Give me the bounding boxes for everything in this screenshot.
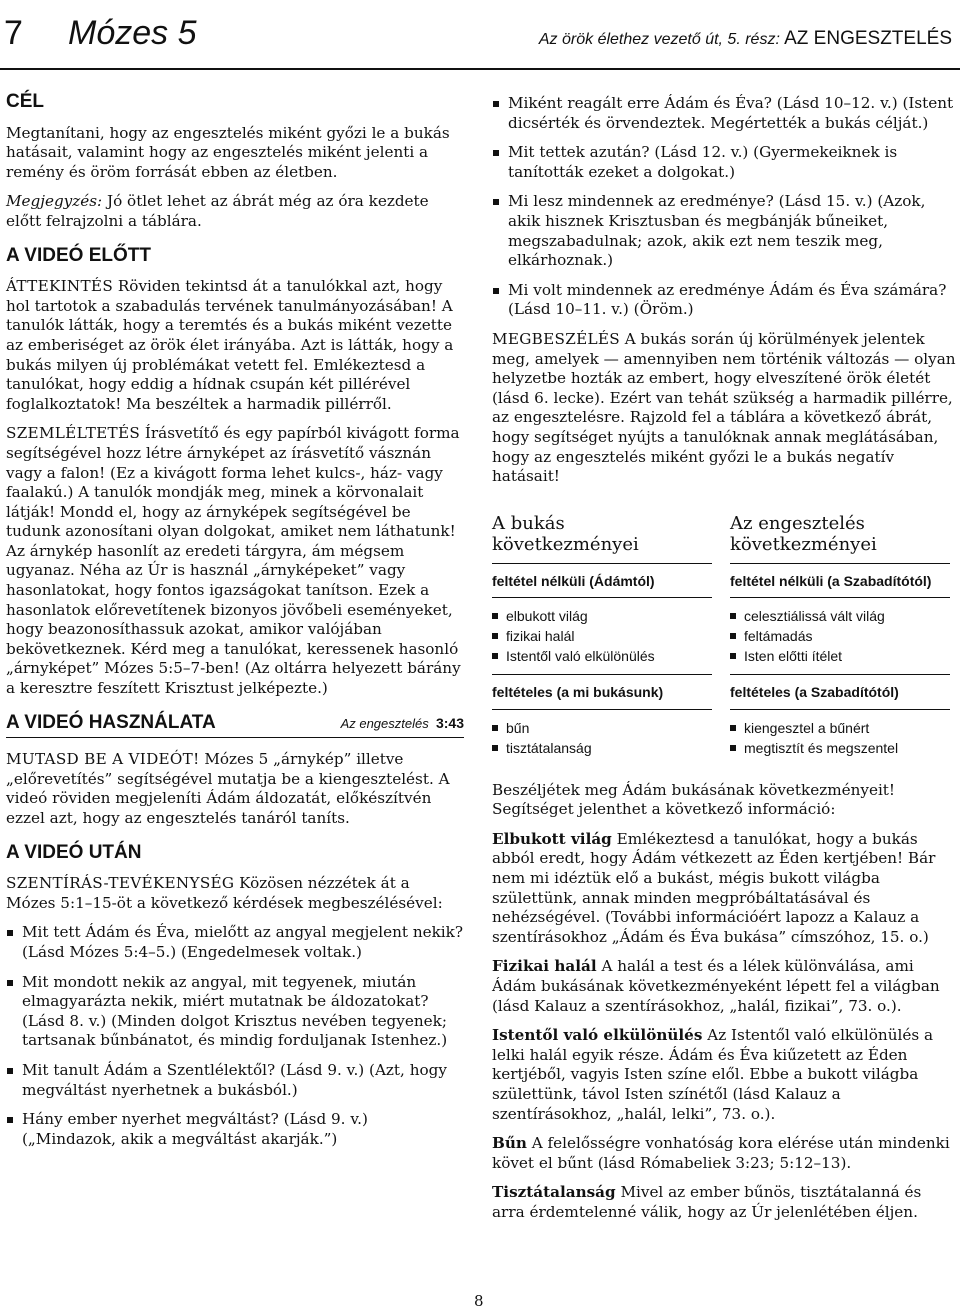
header-subtitle bbox=[539, 28, 952, 50]
discussion-paragraph bbox=[492, 330, 958, 487]
discussion-text: A bukás során új körülmények jelentek meg, amelyek — amennyiben nem történik változás — olyan helyzetbe hozták az embert, hogy elveszítené örök életét (lásd 6. lecke). Ezért van tehát szükség a harmadik pillérre, az engesztelésre. Rajzold fel a táblára a következő ábrát, hogy segítséget nyújts a tanulóknak annak meglátásában, hogy az engesztelés miként győzi le a bukás negatív hatásait! bbox=[492, 329, 956, 486]
after-heading: A VIDEÓ UTÁN bbox=[6, 841, 142, 863]
cel-heading: CÉL bbox=[6, 91, 44, 112]
illustration-label: SZEMLÉLTETÉS bbox=[6, 424, 141, 443]
list-item: Mit tett Ádám és Éva, mielőtt az angyal megjelent nekik? (Lásd Mózes 5:4–5.) (Engedelmesek voltak.) bbox=[6, 923, 464, 962]
list-item: Mit tanult Ádám a Szentlélektől? (Lásd 9. v.) (Azt, hogy megváltást nyerhetnek a bukásból.) bbox=[6, 1061, 464, 1100]
list-item: kiengesztel a bűnért bbox=[730, 718, 950, 738]
fall-list-unconditional bbox=[492, 606, 712, 666]
scripture-label: SZENTÍRÁS-TEVÉKENYSÉG bbox=[6, 874, 235, 893]
page-header bbox=[0, 6, 960, 62]
usage-time: 3:43 bbox=[435, 714, 464, 731]
usage-heading: A VIDEÓ HASZNÁLATA bbox=[6, 711, 216, 733]
list-item: feltámadás bbox=[730, 626, 950, 646]
scripture-paragraph bbox=[6, 874, 464, 913]
note-label: Megjegyzés: bbox=[6, 192, 103, 211]
list-item: Isten előtti ítélet bbox=[730, 646, 950, 666]
definition-term: Elbukott világ bbox=[492, 829, 612, 848]
definition-term: Tisztátalanság bbox=[492, 1183, 616, 1202]
definition-text: A felelősségre vonhatóság kora elérése után mindenki követ el bűnt (lásd Rómabeliek 3:23; 5:12–13). bbox=[492, 1134, 950, 1172]
header-series: Az örök élethez vezető út, 5. rész: bbox=[538, 31, 780, 48]
right-question-list bbox=[492, 94, 958, 320]
list-item: Mi lesz mindennek az eredménye? (Lásd 15. v.) (Azok, akik hisznek Krisztusban és megbánják bűneiket, megszabadulnak; azok, akik ezt nem teszik meg, elkárhoznak.) bbox=[492, 192, 958, 270]
overview-label: ÁTTEKINTÉS bbox=[6, 277, 114, 296]
definition-text: Emlékeztesd a tanulókat, hogy a bukás abból eredt, hogy Ádám vétkezett az Éden kertjében! Bár nem mi idéztük elő a bukást, mégis bukott világba születtünk, annak minden megpróbáltatásával és nehézségével. (További információért lapozz a Kalauz a szentírásokhoz „Ádám és Éva bukása” címszóhoz, 15. o.) bbox=[492, 829, 936, 946]
list-item: Hány ember nyerhet megváltást? (Lásd 9. v.) („Mindazok, akik a megváltást akarják.”) bbox=[6, 1110, 464, 1149]
list-item: Mi volt mindennek az eredménye Ádám és Éva számára? (Lásd 10–11. v.) (Öröm.) bbox=[492, 281, 958, 320]
consequences-diagram bbox=[492, 513, 958, 765]
illustration-text: Írásvetítő és egy papírból kivágott forma segítségével hozz létre árnyképet az írásvetítő vásznán vagy a falon! (Ez a kivágott forma lehet kulcs-, ház- vagy faalakú.) A tanulók mondják meg, minek a körvonalait látják! Mondd el, hogy az árnyképek segítségével be tudunk azonosítani olyan dolgokat, amiket nem láthatunk! Az árnykép hasonlít az eredeti tárgyra, ám mégsem ugyanaz. Néha az Úr is használ „árnyképeket” vagy hasonlatokat, hogy fontos igazságokat tanítson. Ezek a hasonlatok előrevetítenek bizonyos jövőbeli eseményeket, hogy beazonosíthassuk azokat, amikor valójában bekövetkeznek. Kérd meg a tanulókat, keressenek hasonló „árnyképet” Mózes 5:5–7-ben! (Az oltárra helyezett bárány a keresztre feszített Krisztust jelképezte.) bbox=[6, 424, 461, 698]
show-label: MUTASD BE A VIDEÓT! bbox=[6, 750, 200, 769]
scripture-text: Közösen nézzétek át a Mózes 5:1–15-öt a következő kérdések megbeszélésével: bbox=[6, 874, 443, 912]
footer-page-number: 8 bbox=[474, 1292, 484, 1310]
definition-paragraph bbox=[492, 830, 958, 948]
discussion-label: MEGBESZÉLÉS bbox=[492, 329, 620, 348]
atonement-list-unconditional bbox=[730, 606, 950, 666]
definition-text: A halál a test és a lélek különválása, ami Ádám bukásának következményeként lépett fel a világban (lásd Kalauz a szentírásokhoz, „halál, fizikai”, 73. o.). bbox=[492, 957, 940, 1015]
atonement-heading: Az engesztelés következményei bbox=[730, 513, 950, 564]
right-column bbox=[492, 94, 958, 1233]
fall-label-conditional: feltételes (a mi bukásunk) bbox=[492, 674, 712, 710]
definition-text: Mivel az ember bűnös, tisztátalanná és arra érdemtelenné válik, hogy az Úr jelenlétében éljen. bbox=[492, 1183, 922, 1221]
usage-duration bbox=[341, 714, 464, 734]
list-item: tisztátalanság bbox=[492, 738, 712, 758]
list-item: celesztiálissá vált világ bbox=[730, 606, 950, 626]
definition-paragraph bbox=[492, 1134, 958, 1173]
note-paragraph bbox=[6, 192, 464, 231]
list-item: Istentől való elkülönülés bbox=[492, 646, 712, 666]
definition-text: Az Istentől való elkülönülés a lelki halál egyik része. Ádám és Éva kiűzetett az Éden kertjéből, vagyis Isten színe elől. Ebbe a bukott világba születtünk, távol Isten színétől (lásd Kalauz a szentírásokhoz, „halál, lelki”, 73. o.). bbox=[492, 1026, 934, 1123]
definition-term: Fizikai halál bbox=[492, 957, 597, 976]
overview-paragraph bbox=[6, 277, 464, 414]
illustration-paragraph bbox=[6, 424, 464, 698]
list-item: elbukott világ bbox=[492, 606, 712, 626]
left-column bbox=[6, 92, 464, 1159]
before-heading: A VIDEÓ ELŐTT bbox=[6, 244, 151, 266]
header-lesson: AZ ENGESZTELÉS bbox=[784, 28, 952, 49]
definition-paragraph bbox=[492, 957, 958, 1016]
show-paragraph bbox=[6, 750, 464, 828]
definition-paragraph bbox=[492, 1183, 958, 1222]
list-item: bűn bbox=[492, 718, 712, 738]
definition-paragraph bbox=[492, 1026, 958, 1124]
show-text: Mózes 5 „árnykép” illetve „előrevetítés” segítségével mutatja be a kiengesztelést. A videó röviden megjeleníti Ádám áldozatát, előkészítvén ezzel azt, hogy az engesztelés tanáról taníts. bbox=[6, 750, 450, 827]
atonement-list-conditional bbox=[730, 718, 950, 758]
overview-text: Röviden tekintsd át a tanulókkal azt, hogy hol tartotok a szabadulás tervének tanulmányozásában! A tanulók látták, hogy a teremtés és a bukás miként vezette az emberiséget az örök élet irányába. Azt is látták, hogy a bukás milyen új problémákat vetett fel. Emlékeztesd a tanulókat, hogy eddig a hídnak csupán két pillérével foglalkoztatok! Ma beszéltek a harmadik pillérről. bbox=[6, 277, 454, 413]
list-item: Mit tettek azután? (Lásd 12. v.) (Gyermekeiknek is tanították ezeket a dolgokat.) bbox=[492, 143, 958, 182]
list-item: Miként reagált erre Ádám és Éva? (Lásd 10–12. v.) (Istent dicsérték és örvendeztek. Megértették a bukás célját.) bbox=[492, 94, 958, 133]
left-question-list bbox=[6, 923, 464, 1149]
cel-text: Megtanítani, hogy az engesztelés miként győzi le a bukás hatásait, valamint hogy az engesztelés miként jelenti a remény és öröm forrását ebben az életben. bbox=[6, 123, 450, 181]
list-item: Mit mondott nekik az angyal, mit tegyenek, miután elmagyarázta nekik, miért mutatnak be áldozatokat? (Lásd 8. v.) (Minden dolgot Krisztus nevében tegyenek; tartsanak bűnbánatot, és mindig forduljanak Istenhez.) bbox=[6, 973, 464, 1051]
note-text: Jó ötlet lehet az ábrát még az óra kezdete előtt felrajzolni a táblára. bbox=[6, 192, 429, 230]
intro-paragraph: Beszéljétek meg Ádám bukásának következményeit! Segítséget jelenthet a következő információ: bbox=[492, 780, 896, 819]
fall-heading: A bukás következményei bbox=[492, 513, 712, 564]
atonement-column bbox=[730, 513, 950, 766]
atonement-label-conditional: feltételes (a Szabadítótól) bbox=[730, 674, 950, 710]
fall-label-unconditional: feltétel nélküli (Ádámtól) bbox=[492, 564, 712, 599]
header-rule bbox=[0, 68, 960, 70]
atonement-label-unconditional: feltétel nélküli (a Szabadítótól) bbox=[730, 564, 950, 599]
header-page-number: 7 bbox=[4, 14, 23, 52]
header-title: Mózes 5 bbox=[68, 14, 197, 52]
definition-term: Istentől való elkülönülés bbox=[492, 1026, 703, 1045]
definition-term: Bűn bbox=[492, 1134, 527, 1153]
list-item: fizikai halál bbox=[492, 626, 712, 646]
fall-column bbox=[492, 513, 712, 766]
fall-list-conditional bbox=[492, 718, 712, 758]
usage-segment: Az engesztelés bbox=[340, 715, 429, 731]
list-item: megtisztít és megszentel bbox=[730, 738, 950, 758]
video-usage-row bbox=[6, 713, 464, 739]
